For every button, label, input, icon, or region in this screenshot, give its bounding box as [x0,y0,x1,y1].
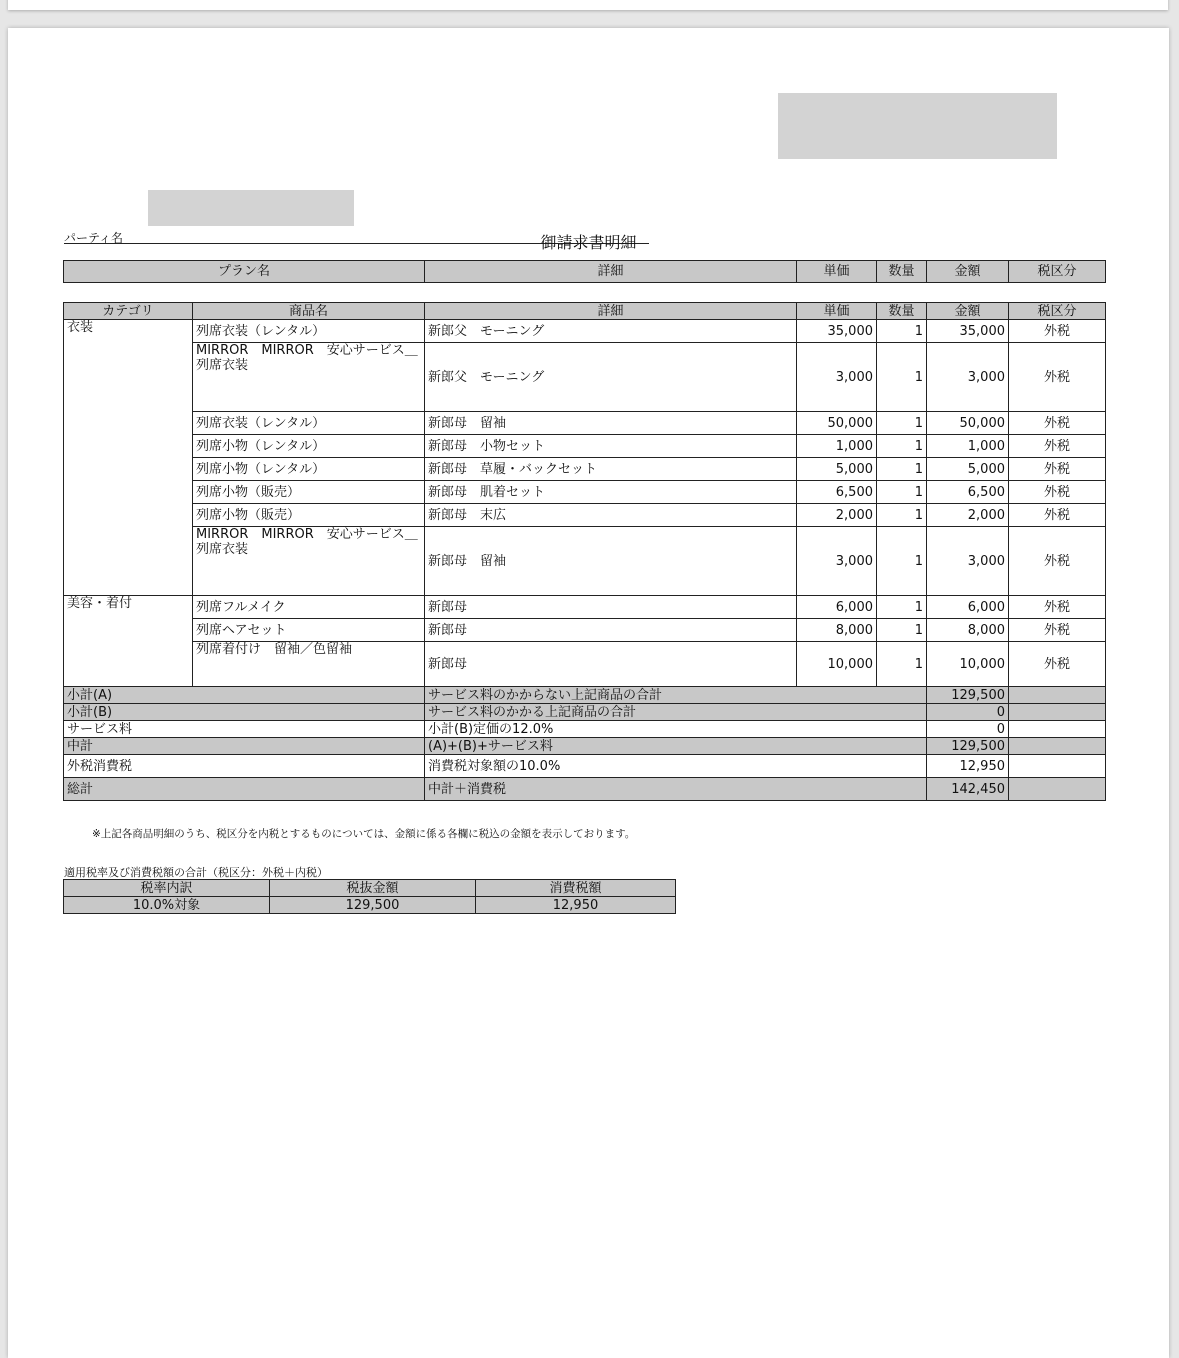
amount-cell: 3,000 [927,527,1009,596]
summary-label: 中計 [64,738,425,755]
table-row [64,619,1106,642]
qty-cell: 1 [877,642,927,687]
tax-cell: 外税 [1009,320,1106,343]
unit-price-cell: 35,000 [797,320,877,343]
tax-amount-cell: 12,950 [476,897,676,914]
qty-cell: 1 [877,412,927,435]
unit-price-cell: 10,000 [797,642,877,687]
product-cell: 列席小物（レンタル） [193,458,425,481]
table-row [64,343,1106,412]
summary-row-subtotal-a [64,687,1106,704]
unit-price-cell: 6,500 [797,481,877,504]
table-row [64,527,1106,596]
plan-detail-header: 詳細 [425,261,797,283]
product-cell: 列席小物（販売） [193,481,425,504]
plan-name-header: プラン名 [64,261,425,283]
category-header: カテゴリ [64,303,193,320]
unit-price-cell: 8,000 [797,619,877,642]
tax-header: 税区分 [1009,303,1106,320]
category-cell: 衣装 [64,320,193,596]
tax-summary-table [63,879,676,914]
tax-excluded-cell: 129,500 [270,897,476,914]
redacted-block [778,93,1057,159]
summary-row-grand-total [64,778,1106,801]
amount-cell: 6,500 [927,481,1009,504]
product-header: 商品名 [193,303,425,320]
summary-row-consumption-tax [64,755,1106,778]
plan-unit-price-header: 単価 [797,261,877,283]
detail-cell: 新郎母 小物セット [425,435,797,458]
amount-cell: 3,000 [927,343,1009,412]
items-table [63,302,1106,801]
product-cell: MIRROR MIRROR 安心サービス＿列席衣装 [193,527,425,596]
table-row [64,481,1106,504]
detail-cell: 新郎父 モーニング [425,343,797,412]
product-cell: 列席着付け 留袖／色留袖 [193,642,425,687]
document-title: 御請求書明細 [540,233,637,252]
plan-tax-header: 税区分 [1009,261,1106,283]
qty-cell: 1 [877,619,927,642]
detail-cell: 新郎母 末広 [425,504,797,527]
unit-price-cell: 3,000 [797,343,877,412]
product-cell: 列席小物（レンタル） [193,435,425,458]
summary-label: 小計(A) [64,687,425,704]
tax-rate-header: 税率内訳 [64,880,270,897]
tax-cell: 外税 [1009,458,1106,481]
tax-amount-header: 消費税額 [476,880,676,897]
summary-label: 総計 [64,778,425,801]
detail-cell: 新郎母 留袖 [425,412,797,435]
unit-price-cell: 3,000 [797,527,877,596]
qty-cell: 1 [877,596,927,619]
summary-amount: 0 [927,704,1009,721]
summary-desc: 中計＋消費税 [425,778,927,801]
summary-amount: 129,500 [927,687,1009,704]
qty-cell: 1 [877,343,927,412]
summary-amount: 12,950 [927,755,1009,778]
amount-cell: 50,000 [927,412,1009,435]
detail-cell: 新郎母 肌着セット [425,481,797,504]
summary-amount: 0 [927,721,1009,738]
detail-cell: 新郎母 草履・バックセット [425,458,797,481]
summary-desc: 小計(B)定価の12.0% [425,721,927,738]
amount-header: 金額 [927,303,1009,320]
unit-price-cell: 2,000 [797,504,877,527]
product-cell: 列席ヘアセット [193,619,425,642]
previous-page-edge [8,0,1168,10]
detail-cell: 新郎母 留袖 [425,527,797,596]
summary-row-subtotal-b [64,704,1106,721]
table-row [64,320,1106,343]
table-row [64,412,1106,435]
amount-cell: 5,000 [927,458,1009,481]
plan-amount-header: 金額 [927,261,1009,283]
summary-label: 小計(B) [64,704,425,721]
tax-note: ※上記各商品明細のうち、税区分を内税とするものについては、金額に係る各欄に税込の金額を表示しております。 [92,828,636,840]
table-row [64,642,1106,687]
plan-qty-header: 数量 [877,261,927,283]
summary-label: サービス料 [64,721,425,738]
product-cell: 列席衣装（レンタル） [193,320,425,343]
summary-amount: 129,500 [927,738,1009,755]
summary-row-midtotal [64,738,1106,755]
party-name-label: パーティ名 [64,231,124,245]
detail-cell: 新郎母 [425,619,797,642]
tax-cell: 外税 [1009,642,1106,687]
summary-label: 外税消費税 [64,755,425,778]
plan-table [63,260,1106,283]
invoice-page [8,28,1169,1358]
product-cell: MIRROR MIRROR 安心サービス＿列席衣装 [193,343,425,412]
amount-cell: 1,000 [927,435,1009,458]
detail-header: 詳細 [425,303,797,320]
table-row [64,435,1106,458]
unit-price-header: 単価 [797,303,877,320]
product-cell: 列席小物（販売） [193,504,425,527]
unit-price-cell: 6,000 [797,596,877,619]
unit-price-cell: 1,000 [797,435,877,458]
qty-cell: 1 [877,458,927,481]
tax-cell: 外税 [1009,527,1106,596]
product-cell: 列席衣装（レンタル） [193,412,425,435]
detail-cell: 新郎母 [425,642,797,687]
amount-cell: 35,000 [927,320,1009,343]
qty-cell: 1 [877,527,927,596]
qty-cell: 1 [877,481,927,504]
qty-header: 数量 [877,303,927,320]
qty-cell: 1 [877,320,927,343]
detail-cell: 新郎父 モーニング [425,320,797,343]
product-cell: 列席フルメイク [193,596,425,619]
tax-excluded-header: 税抜金額 [270,880,476,897]
amount-cell: 8,000 [927,619,1009,642]
tax-cell: 外税 [1009,435,1106,458]
tax-summary-title: 適用税率及び消費税額の合計（税区分：外税＋内税） [64,866,328,879]
summary-row-service-fee [64,721,1106,738]
amount-cell: 6,000 [927,596,1009,619]
category-cell: 美容・着付 [64,596,193,687]
summary-desc: 消費税対象額の10.0% [425,755,927,778]
qty-cell: 1 [877,435,927,458]
tax-cell: 外税 [1009,412,1106,435]
table-row [64,504,1106,527]
detail-cell: 新郎母 [425,596,797,619]
tax-cell: 外税 [1009,596,1106,619]
redacted-party-name [148,190,354,226]
unit-price-cell: 50,000 [797,412,877,435]
summary-amount: 142,450 [927,778,1009,801]
amount-cell: 10,000 [927,642,1009,687]
table-row [64,458,1106,481]
tax-cell: 外税 [1009,343,1106,412]
summary-desc: サービス料のかかる上記商品の合計 [425,704,927,721]
tax-cell: 外税 [1009,481,1106,504]
tax-rate-cell: 10.0%対象 [64,897,270,914]
tax-cell: 外税 [1009,504,1106,527]
tax-cell: 外税 [1009,619,1106,642]
amount-cell: 2,000 [927,504,1009,527]
unit-price-cell: 5,000 [797,458,877,481]
qty-cell: 1 [877,504,927,527]
table-row [64,596,1106,619]
summary-desc: (A)+(B)+サービス料 [425,738,927,755]
summary-desc: サービス料のかからない上記商品の合計 [425,687,927,704]
